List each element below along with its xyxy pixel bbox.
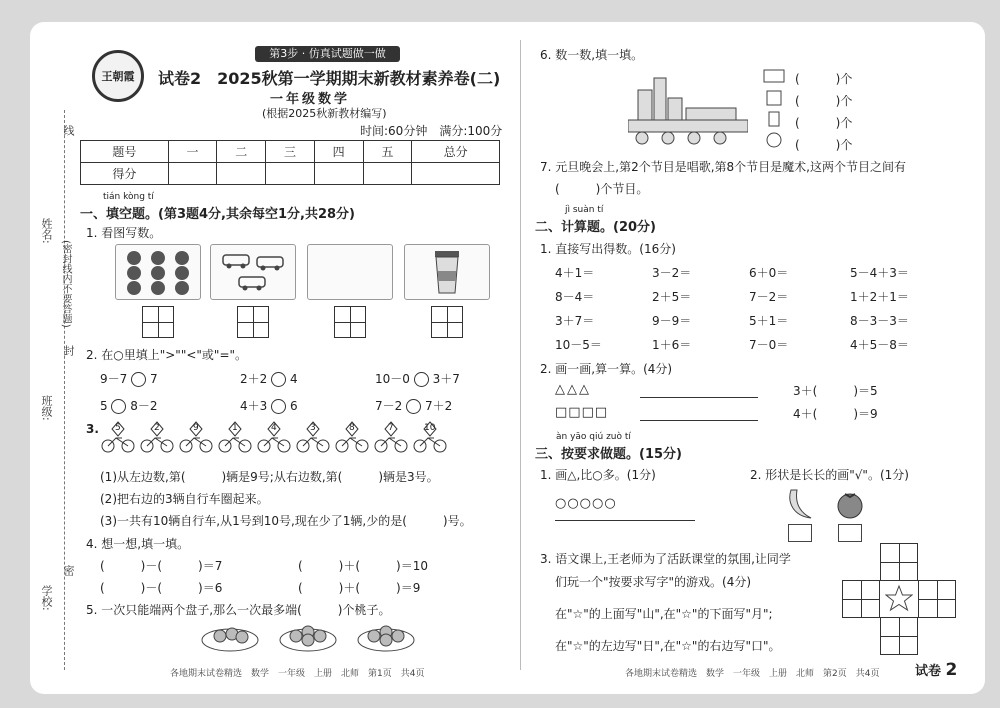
- answer-box[interactable]: [334, 306, 366, 338]
- bike-icon[interactable]: [100, 420, 136, 454]
- bike-number: 5: [115, 423, 121, 433]
- calc-item[interactable]: 5－4＋3＝: [850, 266, 909, 280]
- score-head: 总分: [412, 141, 500, 163]
- star-icon: [885, 584, 913, 612]
- calc-item[interactable]: 7－2＝: [749, 290, 789, 304]
- triangles: △△△: [555, 382, 591, 397]
- calc-item[interactable]: 8－4＝: [555, 290, 595, 304]
- score-head: 一: [168, 141, 217, 163]
- compare-right: 7: [149, 372, 158, 386]
- q3-title: 3.: [86, 422, 99, 436]
- page-badge-label: 试卷: [915, 664, 942, 679]
- footer-right: 各地期末试卷精选 数学 一年级 上册 北师 第2页 共4页: [625, 669, 880, 679]
- score-head: 五: [363, 141, 412, 163]
- calc-item[interactable]: 1＋2＋1＝: [850, 290, 909, 304]
- q6-count[interactable]: ( )个: [795, 116, 853, 130]
- score-cell[interactable]: [363, 163, 412, 185]
- check-box[interactable]: [838, 524, 862, 542]
- q3-part3: (3)一共有10辆自行车,从1号到10号,现在少了1辆,少的是( )号。: [100, 514, 472, 528]
- compare-circle[interactable]: [414, 372, 429, 387]
- page-divider: [520, 40, 521, 670]
- q33-text-c: 在"☆"的上面写"山",在"☆"的下面写"月";: [555, 607, 773, 621]
- calc-item[interactable]: 2＋5＝: [652, 290, 692, 304]
- bike-icon[interactable]: [334, 420, 370, 454]
- cup-icon: [405, 245, 489, 299]
- bike-icon[interactable]: [178, 420, 214, 454]
- compare-right: 3＋7: [432, 372, 460, 386]
- bike-number: 4: [271, 423, 277, 433]
- shape-legend-icon: [762, 66, 786, 150]
- sec2-pinyin: jì suàn tí: [565, 205, 604, 215]
- exam-title: 试卷2 2025秋第一学期期末新教材素养卷(二): [158, 69, 501, 88]
- write-box-top[interactable]: [880, 543, 918, 581]
- compare-item: [375, 370, 460, 387]
- score-head: 三: [266, 141, 315, 163]
- peach-plate-icon: [200, 618, 460, 654]
- compare-right: 8－2: [130, 399, 158, 413]
- calc-item[interactable]: 8－3－3＝: [850, 314, 909, 328]
- q6-count[interactable]: ( )个: [795, 72, 853, 86]
- q5-title: 5. 一次只能端两个盘子,那么一次最多端( )个桃子。: [86, 603, 391, 617]
- calc-item[interactable]: 7－0＝: [749, 338, 789, 352]
- calc-item[interactable]: 4＋1＝: [555, 266, 595, 280]
- banana-icon: [785, 486, 815, 522]
- no-answer-warning: (密封线内不要答题): [60, 240, 71, 328]
- q4-equation[interactable]: ( )－( )＝7: [100, 559, 223, 573]
- sec3-pinyin: àn yāo qiú zuò tí: [556, 432, 631, 442]
- score-head: 二: [217, 141, 266, 163]
- eq-blank[interactable]: 4＋( )＝9: [793, 407, 878, 421]
- class-label: 班级:: [40, 395, 53, 421]
- exam-note: (根据2025秋新教材编写): [262, 107, 387, 120]
- sec1-title: 一、填空题。(第3题4分,其余每空1分,共28分): [80, 207, 355, 222]
- score-head: 四: [314, 141, 363, 163]
- footer-left: 各地期末试卷精选 数学 一年级 上册 北师 第1页 共4页: [170, 669, 425, 679]
- score-head: 题号: [81, 141, 169, 163]
- seal-mark-line: 线: [62, 125, 75, 136]
- score-cell[interactable]: [217, 163, 266, 185]
- check-box[interactable]: [788, 524, 812, 542]
- calc-item[interactable]: 6＋0＝: [749, 266, 789, 280]
- q3-part1: (1)从左边数,第( )辆是9号;从右边数,第( )辆是3号。: [100, 470, 439, 484]
- q6-count[interactable]: ( )个: [795, 138, 853, 152]
- sec2-title: 二、计算题。(20分): [535, 220, 656, 235]
- compare-left: 7－2: [375, 399, 403, 413]
- compare-left: 2＋2: [240, 372, 268, 386]
- name-label: 姓名:: [40, 218, 53, 244]
- bike-number: 8: [349, 423, 355, 433]
- bike-icon[interactable]: [295, 420, 331, 454]
- bike-icon[interactable]: [412, 420, 448, 454]
- compare-left: 5: [100, 399, 108, 413]
- draw-line[interactable]: [555, 520, 695, 521]
- bike-icon[interactable]: [256, 420, 292, 454]
- calc-item[interactable]: 4＋5－8＝: [850, 338, 909, 352]
- circles-row: ○○○○○: [555, 496, 617, 511]
- bike-number: 7: [388, 423, 394, 433]
- answer-box[interactable]: [431, 306, 463, 338]
- bike-number: 9: [193, 423, 199, 433]
- answer-box[interactable]: [237, 306, 269, 338]
- q3-part2: (2)把右边的3辆自行车圈起来。: [100, 492, 269, 506]
- seal-mark-secret: 密: [62, 565, 75, 576]
- car-icon: [211, 245, 295, 299]
- bike-number: 10: [424, 423, 436, 433]
- school-label: 学校:: [40, 585, 53, 611]
- sec1-pinyin: tián kòng tí: [103, 192, 154, 202]
- binding-line: [64, 110, 65, 670]
- calc-item[interactable]: 5＋1＝: [749, 314, 789, 328]
- compare-circle[interactable]: [131, 372, 146, 387]
- calc-item[interactable]: 10－5＝: [555, 338, 602, 352]
- score-table: [80, 140, 500, 185]
- write-box-left[interactable]: [842, 580, 880, 618]
- q32-title: 2. 形状是长长的画"√"。(1分): [750, 468, 909, 482]
- q7-answer[interactable]: ( )个节目。: [555, 182, 649, 196]
- squares: □□□□: [555, 405, 609, 420]
- compare-right: 4: [289, 372, 298, 386]
- compare-circle[interactable]: [271, 399, 286, 414]
- calc-item[interactable]: 3＋7＝: [555, 314, 595, 328]
- page-badge-number: 2: [945, 660, 958, 680]
- ladybug-icon: [116, 245, 200, 299]
- compare-left: 4＋3: [240, 399, 268, 413]
- compare-item: [100, 397, 158, 414]
- bike-icon[interactable]: [139, 420, 175, 454]
- bike-icon[interactable]: [217, 420, 253, 454]
- bike-number: 3: [310, 423, 316, 433]
- calc-item[interactable]: 9－9＝: [652, 314, 692, 328]
- compare-circle[interactable]: [271, 372, 286, 387]
- q6-count[interactable]: ( )个: [795, 94, 853, 108]
- q6-title: 6. 数一数,填一填。: [540, 48, 644, 62]
- q33-text-b: 们玩一个"按要求写字"的游戏。(4分): [555, 575, 752, 589]
- publisher-logo: 王朝霞: [92, 50, 144, 102]
- q1-title: 1. 看图写数。: [86, 226, 162, 240]
- seal-mark-seal: 封: [62, 345, 75, 356]
- exam-subject: 一年级数学: [270, 92, 351, 107]
- tomato-icon: [835, 488, 865, 520]
- draw-line[interactable]: [640, 397, 758, 398]
- q4-equation[interactable]: ( )－( )＝6: [100, 581, 223, 595]
- compare-item: [240, 370, 298, 387]
- compare-circle[interactable]: [111, 399, 126, 414]
- calc-item[interactable]: 1＋6＝: [652, 338, 692, 352]
- bike-number: 2: [154, 423, 160, 433]
- q33-text-a: 3. 语文课上,王老师为了活跃课堂的氛围,让同学: [540, 552, 791, 566]
- calc-item[interactable]: 3－2＝: [652, 266, 692, 280]
- compare-item: [100, 370, 158, 387]
- picture-empty: [307, 244, 393, 300]
- compare-right: 7＋2: [424, 399, 453, 413]
- picture-ladybugs: [115, 244, 201, 300]
- compare-right: 6: [289, 399, 298, 413]
- compare-item: [375, 397, 452, 414]
- sec3-title: 三、按要求做题。(15分): [535, 447, 682, 462]
- bike-icon[interactable]: [373, 420, 409, 454]
- q7-text: 7. 元旦晚会上,第2个节目是唱歌,第8个节目是魔术,这两个节目之间有: [540, 160, 906, 174]
- write-box-right[interactable]: [918, 580, 956, 618]
- q4-title: 4. 想一想,填一填。: [86, 537, 190, 551]
- eq-blank[interactable]: 3＋( )＝5: [793, 384, 878, 398]
- q33-text-d: 在"☆"的左边写"日",在"☆"的右边写"口"。: [555, 639, 781, 653]
- page-badge: [915, 660, 957, 680]
- compare-left: 10－0: [375, 372, 410, 386]
- picture-cup: [404, 244, 490, 300]
- score-cell[interactable]: [412, 163, 500, 185]
- q2-title: 2. 在○里填上">""<"或"="。: [86, 348, 248, 362]
- score-cell[interactable]: [168, 163, 217, 185]
- score-label: 得分: [81, 163, 169, 185]
- q4-equation[interactable]: ( )＋( )＝10: [298, 559, 428, 573]
- compare-left: 9－7: [100, 372, 128, 386]
- q21-title: 1. 直接写出得数。(16分): [540, 242, 676, 256]
- exam-time: 时间:60分钟 满分:100分: [360, 124, 503, 138]
- picture-cars: [210, 244, 296, 300]
- q31-title: 1. 画△,比○多。(1分): [540, 468, 656, 482]
- q22-title: 2. 画一画,算一算。(4分): [540, 362, 673, 376]
- compare-circle[interactable]: [406, 399, 421, 414]
- answer-box[interactable]: [142, 306, 174, 338]
- bike-number: 1: [232, 423, 238, 433]
- block-figure-icon: [628, 70, 748, 150]
- draw-line[interactable]: [640, 420, 758, 421]
- score-cell[interactable]: [314, 163, 363, 185]
- q4-equation[interactable]: ( )＋( )＝9: [298, 581, 421, 595]
- step-banner: 第3步 · 仿真试题做一做: [255, 46, 400, 62]
- write-box-bottom[interactable]: [880, 617, 918, 655]
- compare-item: [240, 397, 298, 414]
- score-cell[interactable]: [266, 163, 315, 185]
